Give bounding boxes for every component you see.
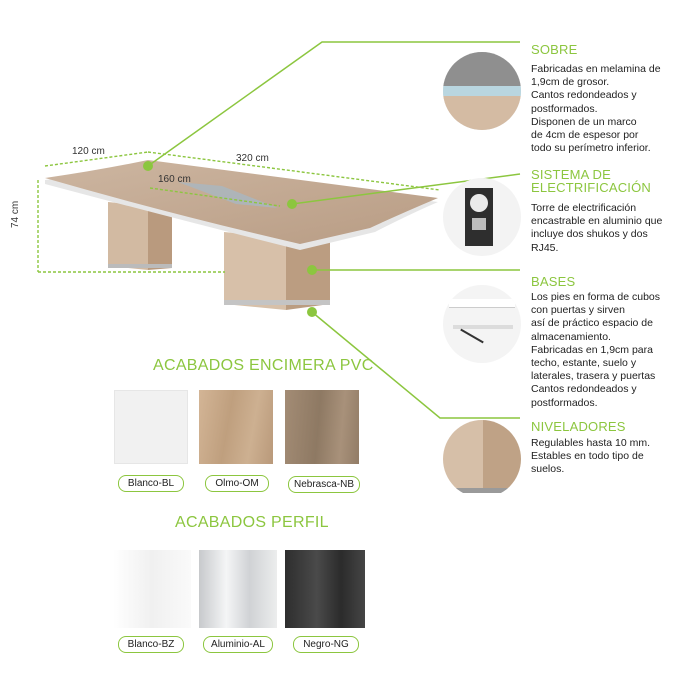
swatch-aluminio-al[interactable] (199, 550, 277, 628)
detail-circle-bases (443, 285, 521, 363)
finishes-top-title: ACABADOS ENCIMERA PVC (153, 357, 374, 374)
detail-circle-levelers (443, 420, 521, 498)
label-negro-ng: Negro-NG (293, 636, 359, 653)
detail-circle-top (443, 52, 521, 130)
dim-inner: 160 cm (158, 174, 191, 185)
section-text-niveladores: Regulables hasta 10 mm. Estables en todo tipo de suelos. (531, 437, 651, 476)
label-olmo-om: Olmo-OM (205, 475, 269, 492)
section-title-electrification-2: ELECTRIFICACIÓN (531, 180, 652, 195)
section-title-sobre: SOBRE (531, 42, 578, 57)
label-nebrasca-nb: Nebrasca-NB (288, 476, 360, 493)
swatch-blanco-bl[interactable] (114, 390, 188, 464)
section-text-electrification: Torre de electrificación encastrable en aluminio que incluye dos shukos y dos RJ45. (531, 202, 663, 254)
dim-width: 120 cm (72, 146, 105, 157)
swatch-olmo-om[interactable] (199, 390, 273, 464)
section-title-electrification-1: SISTEMA DE (531, 167, 612, 182)
section-title-bases: BASES (531, 274, 576, 289)
finishes-profile-title: ACABADOS PERFIL (175, 514, 329, 531)
swatch-negro-ng[interactable] (285, 550, 365, 628)
section-title-niveladores: NIVELADORES (531, 419, 626, 434)
swatch-blanco-bz[interactable] (113, 550, 191, 628)
label-blanco-bz: Blanco-BZ (118, 636, 184, 653)
detail-circle-electrification (443, 178, 521, 256)
section-text-bases: Los pies en forma de cubos con puertas y sirven así de práctico espacio de almacenamiento. Fabricadas en 1,9cm para techo, estante, suelo y laterales, trasera y puertas Cantos redondeados y postformados. (531, 291, 660, 409)
dim-height: 74 cm (10, 200, 21, 228)
dim-length: 320 cm (236, 153, 269, 164)
label-aluminio-al: Aluminio-AL (203, 636, 273, 653)
section-text-sobre: Fabricadas en melamina de 1,9cm de grosor. Cantos redondeados y postformados. Disponen de un marco de 4cm de espesor por todo su perímetro inferior. (531, 63, 661, 155)
swatch-nebrasca-nb[interactable] (285, 390, 359, 464)
label-blanco-bl: Blanco-BL (118, 475, 184, 492)
